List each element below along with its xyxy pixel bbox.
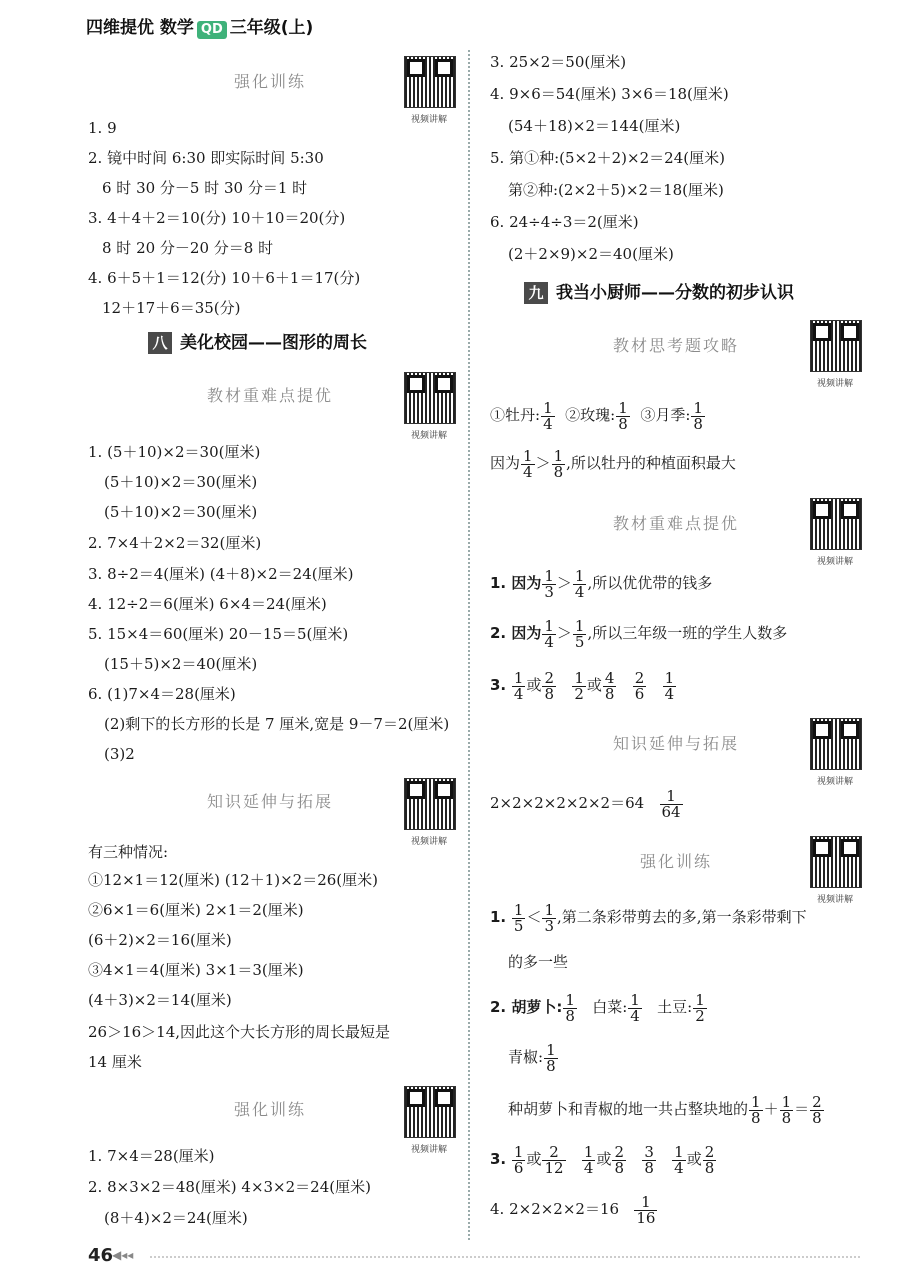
chapter-heading [524, 282, 794, 304]
answer-line: 第②种:(2×2＋5)×2＝18(厘米) [508, 181, 724, 199]
fraction: $\frac{1}{4}$ [664, 668, 675, 703]
qr-code-icon[interactable] [810, 498, 862, 550]
fraction: $\frac{1}{4}$ [583, 1142, 594, 1177]
text: 3. [490, 676, 507, 694]
fraction-line [490, 990, 708, 1024]
answer-line: (15＋5)×2＝40(厘米) [104, 655, 258, 673]
qr-label: 视频讲解 [816, 557, 853, 567]
text: 或 [686, 1150, 702, 1168]
answer-line: 有三种情况: [88, 843, 169, 861]
answer-line: 2. 镜中时间 6:30 即实际时间 5:30 [88, 149, 324, 167]
fraction: $\frac{2}{12}$ [544, 1142, 564, 1177]
fraction: $\frac{2}{8}$ [544, 668, 555, 703]
question-number: 1. [490, 908, 507, 926]
qr-code-icon[interactable] [404, 778, 456, 830]
footer-arrows-icon: ◀◂◂ [112, 1248, 134, 1262]
fraction: $\frac{1}{5}$ [513, 900, 524, 935]
fraction-line [508, 1040, 559, 1074]
fraction: $\frac{1}{4}$ [543, 398, 553, 433]
fraction: $\frac{3}{8}$ [644, 1142, 654, 1177]
fraction-line [490, 1142, 717, 1176]
answer-line: (6＋2)×2＝16(厘米) [88, 931, 232, 949]
symbol: ＞ [535, 454, 551, 472]
answer-line: 的多一些 [508, 953, 569, 971]
text: ②玫瑰: [565, 406, 616, 424]
answer-line: 3. 8÷2＝4(厘米) (4＋8)×2＝24(厘米) [88, 565, 354, 583]
answer-line: 14 厘米 [88, 1053, 142, 1071]
text: 土豆: [657, 998, 693, 1016]
answer-line: 5. 15×4＝60(厘米) 20－15＝5(厘米) [88, 625, 349, 643]
answer-line: 3. 25×2＝50(厘米) [490, 53, 627, 71]
fraction: $\frac{1}{3}$ [544, 566, 554, 601]
qr-label: 视频讲解 [816, 895, 853, 905]
answer-line: 26＞16＞14,因此这个大长方形的周长最短是 [88, 1023, 391, 1041]
qr-code-icon[interactable] [404, 1086, 456, 1138]
fraction: $\frac{1}{4}$ [523, 446, 533, 481]
chapter-title: 我当小厨师——分数的初步认识 [556, 283, 794, 303]
column-divider [468, 50, 470, 1240]
fraction: $\frac{1}{64}$ [661, 786, 681, 821]
chapter-badge: 八 [148, 332, 172, 354]
answer-line: 1. 7×4＝28(厘米) [88, 1147, 215, 1165]
fraction-line [490, 446, 736, 480]
text: 2. 因为 [490, 624, 542, 642]
fraction: $\frac{1}{8}$ [781, 1092, 792, 1127]
text: 种胡萝卜和青椒的地一共占整块地的 [508, 1100, 749, 1118]
fraction: $\frac{1}{8}$ [546, 1040, 556, 1075]
qr-label: 视频讲解 [816, 777, 853, 787]
page-header [86, 18, 313, 39]
answer-line: 2. 8×3×2＝48(厘米) 4×3×2＝24(厘米) [88, 1178, 371, 1196]
answer-line: (8＋4)×2＝24(厘米) [104, 1209, 248, 1227]
fraction: $\frac{1}{8}$ [693, 398, 703, 433]
answer-line: (5＋10)×2＝30(厘米) [104, 503, 258, 521]
answer-line: 5. 第①种:(5×2＋2)×2＝24(厘米) [490, 149, 725, 167]
text: 3. [490, 1150, 507, 1168]
answer-line: 6. (1)7×4＝28(厘米) [88, 685, 236, 703]
answer-line: 12＋17＋6＝35(分) [102, 299, 241, 317]
fraction: $\frac{2}{8}$ [704, 1142, 715, 1177]
section-title: 强化训练 [233, 72, 306, 91]
text: 2×2×2×2×2×2＝64 [490, 794, 645, 812]
symbol: ＋ [763, 1100, 779, 1118]
symbol: ＜ [526, 908, 542, 926]
fraction: $\frac{1}{16}$ [636, 1192, 656, 1227]
section-title: 知识延伸与拓展 [612, 734, 739, 753]
fraction-line [490, 900, 807, 934]
fraction: $\frac{2}{8}$ [614, 1142, 624, 1177]
chapter-badge: 九 [524, 282, 548, 304]
text: 或 [586, 676, 602, 694]
fraction-line [490, 668, 677, 702]
section-title: 教材思考题攻略 [612, 336, 739, 355]
qr-code-icon[interactable] [404, 372, 456, 424]
text: ,所以三年级一班的学生人数多 [587, 624, 788, 642]
fraction: $\frac{1}{2}$ [574, 668, 584, 703]
answer-line: ②6×1＝6(厘米) 2×1＝2(厘米) [88, 901, 304, 919]
qr-label: 视频讲解 [816, 379, 853, 389]
answer-line: ①12×1＝12(厘米) (12＋1)×2＝26(厘米) [88, 871, 378, 889]
footer-line [150, 1256, 860, 1258]
fraction: $\frac{1}{8}$ [553, 446, 564, 481]
text: 白菜: [592, 998, 628, 1016]
answer-line: (3)2 [104, 745, 135, 763]
text: 或 [526, 1150, 542, 1168]
chapter-title: 美化校园——图形的周长 [180, 333, 367, 353]
section-title: 强化训练 [233, 1100, 306, 1119]
qr-code-icon[interactable] [404, 56, 456, 108]
section-title: 强化训练 [639, 852, 712, 871]
section-title: 知识延伸与拓展 [206, 792, 333, 811]
fraction: $\frac{1}{8}$ [751, 1092, 761, 1127]
answer-line: 1. (5＋10)×2＝30(厘米) [88, 443, 261, 461]
fraction: $\frac{1}{3}$ [544, 900, 555, 935]
qr-code-icon[interactable] [810, 836, 862, 888]
answer-line: 6. 24÷4÷3＝2(厘米) [490, 213, 639, 231]
answer-line: 2. 7×4＋2×2＝32(厘米) [88, 534, 262, 552]
text: 2. 胡萝卜: [490, 998, 563, 1016]
text: ,所以优优带的钱多 [587, 574, 713, 592]
fraction-line [508, 1092, 825, 1126]
text: 或 [596, 1150, 612, 1168]
fraction: $\frac{1}{5}$ [574, 616, 585, 651]
answer-line: 4. 12÷2＝6(厘米) 6×4＝24(厘米) [88, 595, 327, 613]
qr-label: 视频讲解 [410, 837, 447, 847]
fraction: $\frac{2}{6}$ [634, 668, 645, 703]
qr-label: 视频讲解 [410, 1145, 447, 1155]
answer-line: (2)剩下的长方形的长是 7 厘米,宽是 9－7＝2(厘米) [104, 715, 450, 733]
qr-code-icon[interactable] [810, 718, 862, 770]
section-title: 教材重难点提优 [612, 514, 739, 533]
fraction-line [490, 566, 712, 600]
fraction: $\frac{1}{6}$ [513, 1142, 524, 1177]
text: ,所以牡丹的种植面积最大 [566, 454, 736, 472]
grade-badge: QD [197, 21, 227, 39]
fraction: $\frac{1}{8}$ [618, 398, 628, 433]
qr-code-icon[interactable] [810, 320, 862, 372]
symbol: ＞ [556, 624, 572, 642]
answer-line: (2＋2×9)×2＝40(厘米) [508, 245, 674, 263]
page-number: 46 [88, 1245, 114, 1266]
answer-line: (54＋18)×2＝144(厘米) [508, 117, 681, 135]
fraction-line [490, 1192, 658, 1226]
symbol: ＝ [794, 1100, 810, 1118]
answer-line: 4. 6＋5＋1＝12(分) 10＋6＋1＝17(分) [88, 269, 361, 287]
answer-line: 6 时 30 分－5 时 30 分＝1 时 [102, 179, 308, 197]
text: 1. 因为 [490, 574, 542, 592]
fraction: $\frac{1}{2}$ [695, 990, 705, 1025]
fraction: $\frac{1}{4}$ [544, 616, 554, 651]
answer-line: (4＋3)×2＝14(厘米) [88, 991, 232, 1009]
header-suffix: 三年级(上) [229, 18, 314, 38]
answer-line: (5＋10)×2＝30(厘米) [104, 473, 258, 491]
fraction-line [490, 398, 706, 432]
answer-line: 1. 9 [88, 119, 117, 137]
qr-label: 视频讲解 [410, 431, 447, 441]
text: 青椒: [508, 1048, 544, 1066]
answer-line: ③4×1＝4(厘米) 3×1＝3(厘米) [88, 961, 304, 979]
symbol: ＞ [556, 574, 572, 592]
text: 因为 [490, 454, 521, 472]
fraction: $\frac{1}{4}$ [674, 1142, 684, 1177]
fraction: $\frac{4}{8}$ [604, 668, 615, 703]
fraction-line [490, 616, 787, 650]
fraction: $\frac{1}{4}$ [574, 566, 585, 601]
qr-label: 视频讲解 [410, 115, 447, 125]
fraction: $\frac{1}{4}$ [630, 990, 640, 1025]
fraction: $\frac{1}{8}$ [565, 990, 575, 1025]
text: ①牡丹: [490, 406, 541, 424]
text: 或 [526, 676, 542, 694]
text: ③月季: [640, 406, 691, 424]
fraction: $\frac{1}{4}$ [513, 668, 524, 703]
section-title: 教材重难点提优 [206, 386, 333, 405]
answer-line: 3. 4＋4＋2＝10(分) 10＋10＝20(分) [88, 209, 346, 227]
fraction-line [490, 786, 684, 820]
text: ,第二条彩带剪去的多,第一条彩带剩下 [557, 908, 807, 926]
fraction: $\frac{2}{8}$ [812, 1092, 822, 1127]
chapter-heading [148, 332, 367, 354]
answer-line: 8 时 20 分－20 分＝8 时 [102, 239, 274, 257]
header-prefix: 四维提优 数学 [86, 18, 194, 38]
answer-line: 4. 9×6＝54(厘米) 3×6＝18(厘米) [490, 85, 729, 103]
text: 4. 2×2×2×2＝16 [490, 1200, 620, 1218]
